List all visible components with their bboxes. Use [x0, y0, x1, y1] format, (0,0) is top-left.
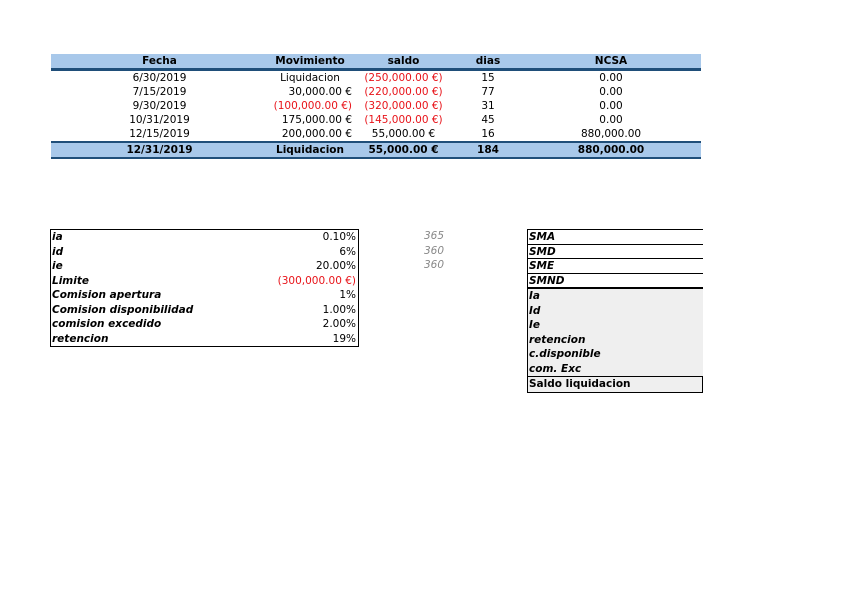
cell-ncsa: 0.00: [599, 100, 623, 112]
total-movimiento: Liquidacion: [268, 142, 352, 158]
results-label: c.disponible: [529, 348, 601, 360]
cell-dias: 31: [481, 100, 495, 112]
total-dias: 184: [455, 142, 521, 158]
param-row: [51, 274, 358, 289]
table-header-row: [51, 54, 701, 70]
cell-ncsa: 0.00: [599, 114, 623, 126]
param-row: [51, 288, 358, 303]
table-row: [51, 70, 701, 86]
total-saldo: 55,000.00 €: [352, 142, 455, 158]
cell-movimiento: Liquidacion: [280, 72, 340, 84]
cell-saldo: (145,000.00 €): [364, 114, 443, 126]
param-value: 1.00%: [322, 303, 356, 316]
param-row: [51, 332, 358, 347]
param-value: 2.00%: [322, 318, 356, 330]
total-fecha: 12/31/2019: [51, 142, 268, 158]
day-basis-value: 365: [423, 230, 444, 242]
param-value: 1%: [339, 289, 356, 301]
cell-movimiento: (100,000.00 €): [273, 100, 352, 112]
cell-saldo: (320,000.00 €): [364, 100, 443, 112]
param-label: Comision disponibilidad: [52, 303, 194, 316]
cell-dias: 15: [481, 72, 495, 84]
header-ncsa: NCSA: [521, 54, 701, 70]
results-label: Ie: [529, 319, 541, 331]
results-label: Ia: [529, 290, 540, 302]
param-label: ia: [52, 231, 63, 243]
param-row: [51, 317, 358, 332]
cell-fecha: 6/30/2019: [132, 72, 187, 84]
param-value: (300,000.00 €): [277, 274, 356, 287]
results-label: Id: [529, 304, 541, 317]
param-label: comision excedido: [52, 318, 162, 330]
param-row: [51, 303, 358, 318]
cell-ncsa: 880,000.00: [580, 128, 642, 140]
results-label: retencion: [529, 333, 586, 346]
results-label: SMD: [528, 244, 703, 259]
param-label: Limite: [52, 274, 89, 287]
param-label: ie: [52, 260, 63, 272]
param-row: [51, 245, 358, 260]
param-value: 0.10%: [322, 231, 356, 243]
param-row: [51, 230, 358, 245]
results-label: SMA: [528, 229, 703, 244]
cell-fecha: 9/30/2019: [132, 100, 187, 112]
results-label: SMND: [528, 273, 703, 288]
cell-saldo: 55,000.00 €: [371, 128, 436, 140]
cell-fecha: 12/15/2019: [129, 128, 190, 140]
param-label: retencion: [52, 332, 109, 345]
param-label: Comision apertura: [52, 289, 162, 301]
param-value: 20.00%: [315, 260, 356, 272]
cell-ncsa: 0.00: [599, 86, 623, 98]
cell-dias: 45: [481, 114, 495, 126]
header-saldo: saldo: [352, 54, 455, 70]
results-label: SME: [528, 258, 703, 273]
movements-table: [51, 54, 701, 159]
results-label: com. Exc: [529, 362, 582, 375]
table-row: [51, 113, 701, 127]
header-dias: dias: [455, 54, 521, 70]
cell-fecha: 10/31/2019: [129, 114, 190, 126]
param-row: [51, 259, 358, 274]
header-movimiento: Movimiento: [268, 54, 352, 70]
results-box: [527, 229, 703, 393]
day-basis-value: 360: [423, 244, 444, 257]
results-top-section: [528, 229, 703, 287]
param-value: 6%: [339, 245, 356, 258]
results-gray-section: [528, 287, 703, 393]
table-total-row: [51, 142, 701, 158]
table-row: [51, 99, 701, 113]
parameters-table: [50, 229, 359, 347]
day-basis-value: 360: [423, 259, 444, 271]
header-fecha: Fecha: [51, 54, 268, 70]
cell-movimiento: 200,000.00 €: [281, 128, 352, 140]
cell-movimiento: 175,000.00 €: [281, 114, 352, 126]
table-row: [51, 127, 701, 142]
cell-saldo: (220,000.00 €): [364, 86, 443, 98]
saldo-liquidacion-label: Saldo liquidacion: [528, 376, 703, 393]
cell-dias: 16: [481, 128, 495, 140]
cell-movimiento: 30,000.00 €: [288, 86, 352, 98]
cell-dias: 77: [481, 86, 495, 98]
param-value: 19%: [332, 332, 356, 345]
param-label: id: [52, 245, 64, 258]
cell-fecha: 7/15/2019: [132, 86, 187, 98]
cell-ncsa: 0.00: [599, 72, 623, 84]
table-row: [51, 85, 701, 99]
day-basis-column: [420, 229, 444, 273]
cell-saldo: (250,000.00 €): [364, 72, 443, 84]
total-ncsa: 880,000.00: [521, 142, 701, 158]
